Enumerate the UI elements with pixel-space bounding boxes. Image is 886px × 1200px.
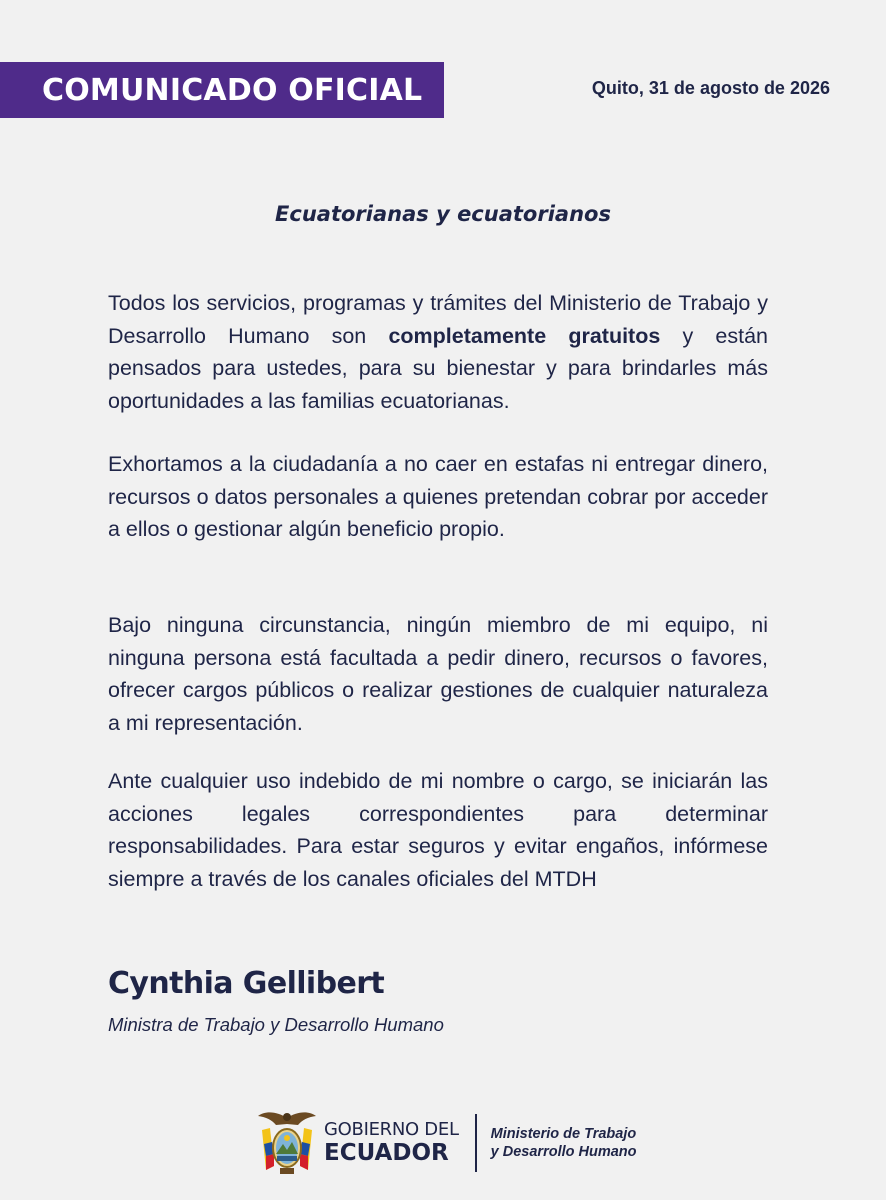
ministry-wordmark-line2: y Desarrollo Humano (490, 1144, 637, 1160)
statement-title: COMUNICADO OFICIAL (42, 72, 423, 108)
paragraph-no-authorized-persons: Bajo ninguna circunstancia, ningún miembro de mi equipo, ni ninguna persona está facultada a pedir dinero, recursos o favores, ofrecer cargos públicos o realizar gestiones de cualquier naturaleza a mi representación. (108, 613, 768, 735)
signer-name: Cynthia Gellibert (108, 966, 385, 1001)
paragraph-free-services-end: y están pensados para ustedes, para su bienestar y para brindarles más oportunidades a las familias ecuatorianas. (108, 323, 768, 413)
ministry-wordmark (491, 1125, 637, 1161)
paragraph-free-services (108, 287, 768, 417)
signer-role: Ministra de Trabajo y Desarrollo Humano (108, 1014, 444, 1035)
government-wordmark (324, 1121, 459, 1165)
header-banner (0, 62, 444, 118)
logo-divider (475, 1114, 477, 1172)
footer-logos (256, 1108, 637, 1178)
ministry-wordmark-line1: Ministerio de Trabajo (490, 1126, 637, 1142)
free-services-emphasis: completamente gratuitos (388, 323, 661, 348)
paragraph-legal-action: Ante cualquier uso indebido de mi nombre o cargo, se iniciarán las acciones legales correspondientes para determinar responsabilidades. Para estar seguros y evitar engaños, infórmese siempre a través de los canales oficiales del MTDH (108, 769, 768, 891)
government-wordmark-line1: GOBIERNO DEL (324, 1119, 459, 1140)
ecuador-coat-of-arms-icon (256, 1108, 318, 1178)
paragraph-scam-warning: Exhortamos a la ciudadanía a no caer en estafas ni entregar dinero, recursos o datos personales a quienes pretendan cobrar por acceder a ellos o gestionar algún beneficio propio. (108, 452, 768, 541)
paragraph-free-services-start: Todos los servicios, programas y trámites del Ministerio de Trabajo y Desarrollo Humano son (108, 291, 768, 348)
statement-date: Quito, 31 de agosto de 2026 (591, 78, 830, 98)
salutation: Ecuatorianas y ecuatorianos (275, 202, 611, 226)
government-wordmark-line2: ECUADOR (324, 1140, 449, 1166)
